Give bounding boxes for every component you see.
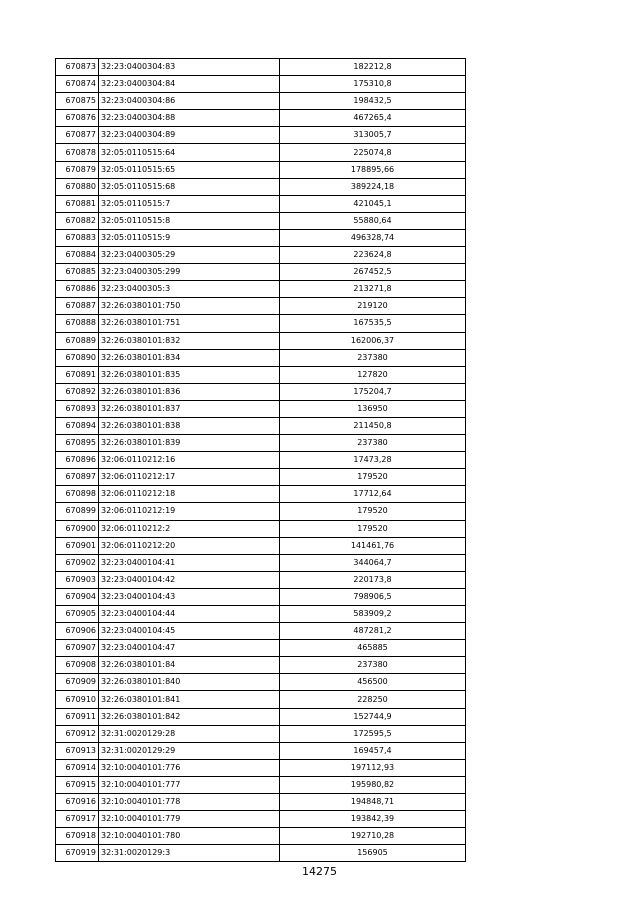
cadastral-value-cell: 172595,5 xyxy=(280,725,466,742)
cadastral-number-cell: 32:23:0400305:3 xyxy=(99,281,280,298)
cadastral-value-cell: 237380 xyxy=(280,349,466,366)
cadastral-value-cell: 583909,2 xyxy=(280,606,466,623)
cadastral-number-cell: 32:06:0110212:17 xyxy=(99,469,280,486)
row-number-cell: 670913 xyxy=(56,742,99,759)
cadastral-value-cell: 182212,8 xyxy=(280,59,466,76)
table-row xyxy=(56,606,466,623)
cadastral-value-cell: 156905 xyxy=(280,845,466,862)
cadastral-value-cell: 465885 xyxy=(280,640,466,657)
cadastral-value-cell: 141461,76 xyxy=(280,537,466,554)
cadastral-value-table xyxy=(55,58,466,862)
cadastral-number-cell: 32:23:0400104:43 xyxy=(99,588,280,605)
cadastral-number-cell: 32:26:0380101:840 xyxy=(99,674,280,691)
cadastral-number-cell: 32:26:0380101:751 xyxy=(99,315,280,332)
table-row xyxy=(56,349,466,366)
table-row xyxy=(56,520,466,537)
cadastral-value-cell: 192710,28 xyxy=(280,828,466,845)
cadastral-number-cell: 32:23:0400304:83 xyxy=(99,59,280,76)
row-number-cell: 670877 xyxy=(56,127,99,144)
cadastral-number-cell: 32:31:0020129:3 xyxy=(99,845,280,862)
row-number-cell: 670881 xyxy=(56,195,99,212)
cadastral-value-cell: 175204,7 xyxy=(280,383,466,400)
cadastral-number-cell: 32:05:0110515:8 xyxy=(99,212,280,229)
cadastral-value-cell: 344064,7 xyxy=(280,554,466,571)
row-number-cell: 670901 xyxy=(56,537,99,554)
cadastral-number-cell: 32:10:0040101:780 xyxy=(99,828,280,845)
row-number-cell: 670892 xyxy=(56,383,99,400)
row-number-cell: 670886 xyxy=(56,281,99,298)
table-row xyxy=(56,640,466,657)
cadastral-number-cell: 32:23:0400104:41 xyxy=(99,554,280,571)
cadastral-value-cell: 219120 xyxy=(280,298,466,315)
row-number-cell: 670908 xyxy=(56,657,99,674)
cadastral-number-cell: 32:23:0400104:45 xyxy=(99,623,280,640)
table-row xyxy=(56,537,466,554)
table-row xyxy=(56,725,466,742)
table-row xyxy=(56,110,466,127)
cadastral-number-cell: 32:06:0110212:16 xyxy=(99,452,280,469)
cadastral-value-cell: 496328,74 xyxy=(280,229,466,246)
cadastral-value-cell: 169457,4 xyxy=(280,742,466,759)
row-number-cell: 670911 xyxy=(56,708,99,725)
cadastral-value-cell: 487281,2 xyxy=(280,623,466,640)
table-row xyxy=(56,229,466,246)
table-row xyxy=(56,845,466,862)
table-row xyxy=(56,435,466,452)
cadastral-number-cell: 32:23:0400304:84 xyxy=(99,76,280,93)
row-number-cell: 670891 xyxy=(56,366,99,383)
row-number-cell: 670897 xyxy=(56,469,99,486)
table-row xyxy=(56,383,466,400)
row-number-cell: 670912 xyxy=(56,725,99,742)
row-number-cell: 670874 xyxy=(56,76,99,93)
cadastral-number-cell: 32:23:0400305:29 xyxy=(99,247,280,264)
table-row xyxy=(56,281,466,298)
cadastral-number-cell: 32:26:0380101:841 xyxy=(99,691,280,708)
cadastral-value-cell: 55880,64 xyxy=(280,212,466,229)
cadastral-number-cell: 32:06:0110212:2 xyxy=(99,520,280,537)
cadastral-number-cell: 32:06:0110212:18 xyxy=(99,486,280,503)
table-row xyxy=(56,315,466,332)
cadastral-number-cell: 32:05:0110515:9 xyxy=(99,229,280,246)
table-row xyxy=(56,503,466,520)
table-row xyxy=(56,247,466,264)
table-row xyxy=(56,469,466,486)
row-number-cell: 670896 xyxy=(56,452,99,469)
row-number-cell: 670898 xyxy=(56,486,99,503)
cadastral-value-cell: 152744,9 xyxy=(280,708,466,725)
table-row xyxy=(56,452,466,469)
cadastral-number-cell: 32:05:0110515:7 xyxy=(99,195,280,212)
cadastral-number-cell: 32:31:0020129:28 xyxy=(99,725,280,742)
row-number-cell: 670894 xyxy=(56,417,99,434)
cadastral-number-cell: 32:10:0040101:778 xyxy=(99,794,280,811)
row-number-cell: 670914 xyxy=(56,759,99,776)
cadastral-number-cell: 32:05:0110515:68 xyxy=(99,178,280,195)
table-row xyxy=(56,366,466,383)
row-number-cell: 670889 xyxy=(56,332,99,349)
cadastral-number-cell: 32:26:0380101:836 xyxy=(99,383,280,400)
cadastral-value-cell: 389224,18 xyxy=(280,178,466,195)
row-number-cell: 670893 xyxy=(56,400,99,417)
row-number-cell: 670903 xyxy=(56,571,99,588)
cadastral-number-cell: 32:23:0400304:86 xyxy=(99,93,280,110)
table-row xyxy=(56,828,466,845)
row-number-cell: 670888 xyxy=(56,315,99,332)
table-row xyxy=(56,776,466,793)
row-number-cell: 670904 xyxy=(56,588,99,605)
cadastral-number-cell: 32:05:0110515:64 xyxy=(99,144,280,161)
row-number-cell: 670910 xyxy=(56,691,99,708)
row-number-cell: 670905 xyxy=(56,606,99,623)
table-row xyxy=(56,144,466,161)
cadastral-number-cell: 32:26:0380101:838 xyxy=(99,417,280,434)
table-row xyxy=(56,794,466,811)
cadastral-number-cell: 32:23:0400104:42 xyxy=(99,571,280,588)
table-row xyxy=(56,486,466,503)
cadastral-number-cell: 32:10:0040101:776 xyxy=(99,759,280,776)
cadastral-value-cell: 17473,28 xyxy=(280,452,466,469)
cadastral-value-cell: 220173,8 xyxy=(280,571,466,588)
table-row xyxy=(56,93,466,110)
row-number-cell: 670880 xyxy=(56,178,99,195)
cadastral-value-cell: 179520 xyxy=(280,503,466,520)
row-number-cell: 670909 xyxy=(56,674,99,691)
cadastral-value-cell: 179520 xyxy=(280,520,466,537)
table-row xyxy=(56,759,466,776)
cadastral-value-cell: 175310,8 xyxy=(280,76,466,93)
cadastral-number-cell: 32:26:0380101:834 xyxy=(99,349,280,366)
cadastral-value-cell: 798906,5 xyxy=(280,588,466,605)
table-row xyxy=(56,588,466,605)
cadastral-value-cell: 162006,37 xyxy=(280,332,466,349)
row-number-cell: 670878 xyxy=(56,144,99,161)
cadastral-number-cell: 32:26:0380101:832 xyxy=(99,332,280,349)
row-number-cell: 670887 xyxy=(56,298,99,315)
cadastral-number-cell: 32:26:0380101:842 xyxy=(99,708,280,725)
table-row xyxy=(56,400,466,417)
row-number-cell: 670906 xyxy=(56,623,99,640)
cadastral-value-cell: 194848,71 xyxy=(280,794,466,811)
cadastral-value-cell: 225074,8 xyxy=(280,144,466,161)
cadastral-value-cell: 223624,8 xyxy=(280,247,466,264)
table-row xyxy=(56,212,466,229)
row-number-cell: 670882 xyxy=(56,212,99,229)
table-row xyxy=(56,264,466,281)
cadastral-number-cell: 32:31:0020129:29 xyxy=(99,742,280,759)
cadastral-number-cell: 32:23:0400104:47 xyxy=(99,640,280,657)
cadastral-value-cell: 421045,1 xyxy=(280,195,466,212)
cadastral-value-cell: 197112,93 xyxy=(280,759,466,776)
cadastral-value-cell: 467265,4 xyxy=(280,110,466,127)
cadastral-number-cell: 32:26:0380101:835 xyxy=(99,366,280,383)
cadastral-value-cell: 313005,7 xyxy=(280,127,466,144)
cadastral-number-cell: 32:10:0040101:779 xyxy=(99,811,280,828)
table-row xyxy=(56,674,466,691)
row-number-cell: 670885 xyxy=(56,264,99,281)
cadastral-value-cell: 195980,82 xyxy=(280,776,466,793)
cadastral-value-cell: 167535,5 xyxy=(280,315,466,332)
row-number-cell: 670884 xyxy=(56,247,99,264)
cadastral-value-cell: 456500 xyxy=(280,674,466,691)
cadastral-value-cell: 127820 xyxy=(280,366,466,383)
cadastral-number-cell: 32:26:0380101:750 xyxy=(99,298,280,315)
table-row xyxy=(56,742,466,759)
cadastral-number-cell: 32:23:0400305:299 xyxy=(99,264,280,281)
row-number-cell: 670917 xyxy=(56,811,99,828)
cadastral-value-cell: 237380 xyxy=(280,657,466,674)
cadastral-value-cell: 179520 xyxy=(280,469,466,486)
cadastral-value-cell: 228250 xyxy=(280,691,466,708)
cadastral-value-cell: 267452,5 xyxy=(280,264,466,281)
cadastral-number-cell: 32:26:0380101:837 xyxy=(99,400,280,417)
cadastral-value-cell: 193842,39 xyxy=(280,811,466,828)
row-number-cell: 670875 xyxy=(56,93,99,110)
row-number-cell: 670879 xyxy=(56,161,99,178)
cadastral-number-cell: 32:26:0380101:839 xyxy=(99,435,280,452)
table-row xyxy=(56,59,466,76)
table-row xyxy=(56,417,466,434)
cadastral-value-cell: 178895,66 xyxy=(280,161,466,178)
table-row xyxy=(56,691,466,708)
cadastral-value-cell: 213271,8 xyxy=(280,281,466,298)
row-number-cell: 670919 xyxy=(56,845,99,862)
row-number-cell: 670876 xyxy=(56,110,99,127)
table-row xyxy=(56,178,466,195)
row-number-cell: 670873 xyxy=(56,59,99,76)
cadastral-number-cell: 32:23:0400104:44 xyxy=(99,606,280,623)
cadastral-number-cell: 32:23:0400304:88 xyxy=(99,110,280,127)
table-row xyxy=(56,554,466,571)
table-row xyxy=(56,571,466,588)
table-row xyxy=(56,127,466,144)
cadastral-value-cell: 211450,8 xyxy=(280,417,466,434)
row-number-cell: 670900 xyxy=(56,520,99,537)
row-number-cell: 670890 xyxy=(56,349,99,366)
table-row xyxy=(56,657,466,674)
table-row xyxy=(56,195,466,212)
table-body xyxy=(56,59,466,862)
table-row xyxy=(56,76,466,93)
table-row xyxy=(56,161,466,178)
cadastral-number-cell: 32:05:0110515:65 xyxy=(99,161,280,178)
cadastral-value-cell: 237380 xyxy=(280,435,466,452)
cadastral-number-cell: 32:23:0400304:89 xyxy=(99,127,280,144)
cadastral-number-cell: 32:26:0380101:84 xyxy=(99,657,280,674)
row-number-cell: 670916 xyxy=(56,794,99,811)
row-number-cell: 670918 xyxy=(56,828,99,845)
row-number-cell: 670907 xyxy=(56,640,99,657)
row-number-cell: 670883 xyxy=(56,229,99,246)
cadastral-number-cell: 32:10:0040101:777 xyxy=(99,776,280,793)
cadastral-value-cell: 17712,64 xyxy=(280,486,466,503)
row-number-cell: 670915 xyxy=(56,776,99,793)
page-number: 14275 xyxy=(302,865,337,878)
cadastral-number-cell: 32:06:0110212:19 xyxy=(99,503,280,520)
table-row xyxy=(56,298,466,315)
table-row xyxy=(56,332,466,349)
row-number-cell: 670902 xyxy=(56,554,99,571)
table-row xyxy=(56,811,466,828)
table-row xyxy=(56,623,466,640)
cadastral-value-cell: 198432,5 xyxy=(280,93,466,110)
table-row xyxy=(56,708,466,725)
cadastral-value-cell: 136950 xyxy=(280,400,466,417)
cadastral-number-cell: 32:06:0110212:20 xyxy=(99,537,280,554)
row-number-cell: 670895 xyxy=(56,435,99,452)
row-number-cell: 670899 xyxy=(56,503,99,520)
